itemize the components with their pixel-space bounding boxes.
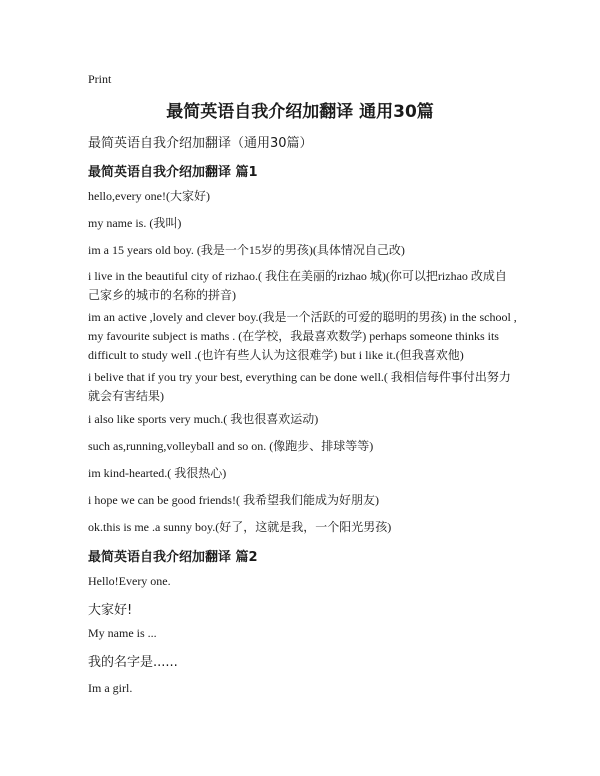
paragraph-line: hello,every one!(大家好) <box>88 189 210 203</box>
paragraph-line: im an active ,lovely and clever boy.(我是一个活跃的可爱的聪明的男孩) in the school , my favourite subject is maths . (在学校，我最喜欢数学) perhaps someone thinks its difficult to study well .(也许有些人认为这很难学) but i like it.(但我喜欢他) <box>88 310 517 362</box>
paragraph-line: i hope we can be good friends!( 我希望我们能成为好朋友) <box>88 493 379 507</box>
paragraph-line: ok.this is me .a sunny boy.(好了，这就是我，一个阳光男孩) <box>88 520 392 534</box>
section-heading-1: 最简英语自我介绍加翻译 篇1 <box>88 165 258 180</box>
paragraph-line: Im a girl. <box>88 681 133 695</box>
print-label: Print <box>88 72 112 86</box>
paragraph-line: im a 15 years old boy. (我是一个15岁的男孩)(具体情况自己改) <box>88 243 405 257</box>
paragraph-line: i belive that if you try your best, everything can be done well.( 我相信每件事付出努力就会有害结果) <box>88 370 511 403</box>
paragraph-line: 我的名字是...... <box>88 655 178 670</box>
paragraph-line: im kind-hearted.( 我很热心) <box>88 466 227 480</box>
paragraph-line: my name is. (我叫) <box>88 216 182 230</box>
section-heading-2: 最简英语自我介绍加翻译 篇2 <box>88 550 258 565</box>
paragraph-line: such as,running,volleyball and so on. (像跑步、排球等等) <box>88 439 374 453</box>
paragraph-line: i also like sports very much.( 我也很喜欢运动) <box>88 412 319 426</box>
page-subtitle: 最简英语自我介绍加翻译（通用30篇） <box>88 136 313 151</box>
paragraph-line: 大家好! <box>88 603 133 618</box>
paragraph-line: i live in the beautiful city of rizhao.( 我住在美丽的rizhao 城)(你可以把rizhao 改成自己家乡的城市的名称的拼音) <box>88 269 507 302</box>
paragraph-line: Hello!Every one. <box>88 574 171 588</box>
paragraph-line: My name is ... <box>88 626 157 640</box>
page-title: 最简英语自我介绍加翻译 通用30篇 <box>166 102 434 122</box>
